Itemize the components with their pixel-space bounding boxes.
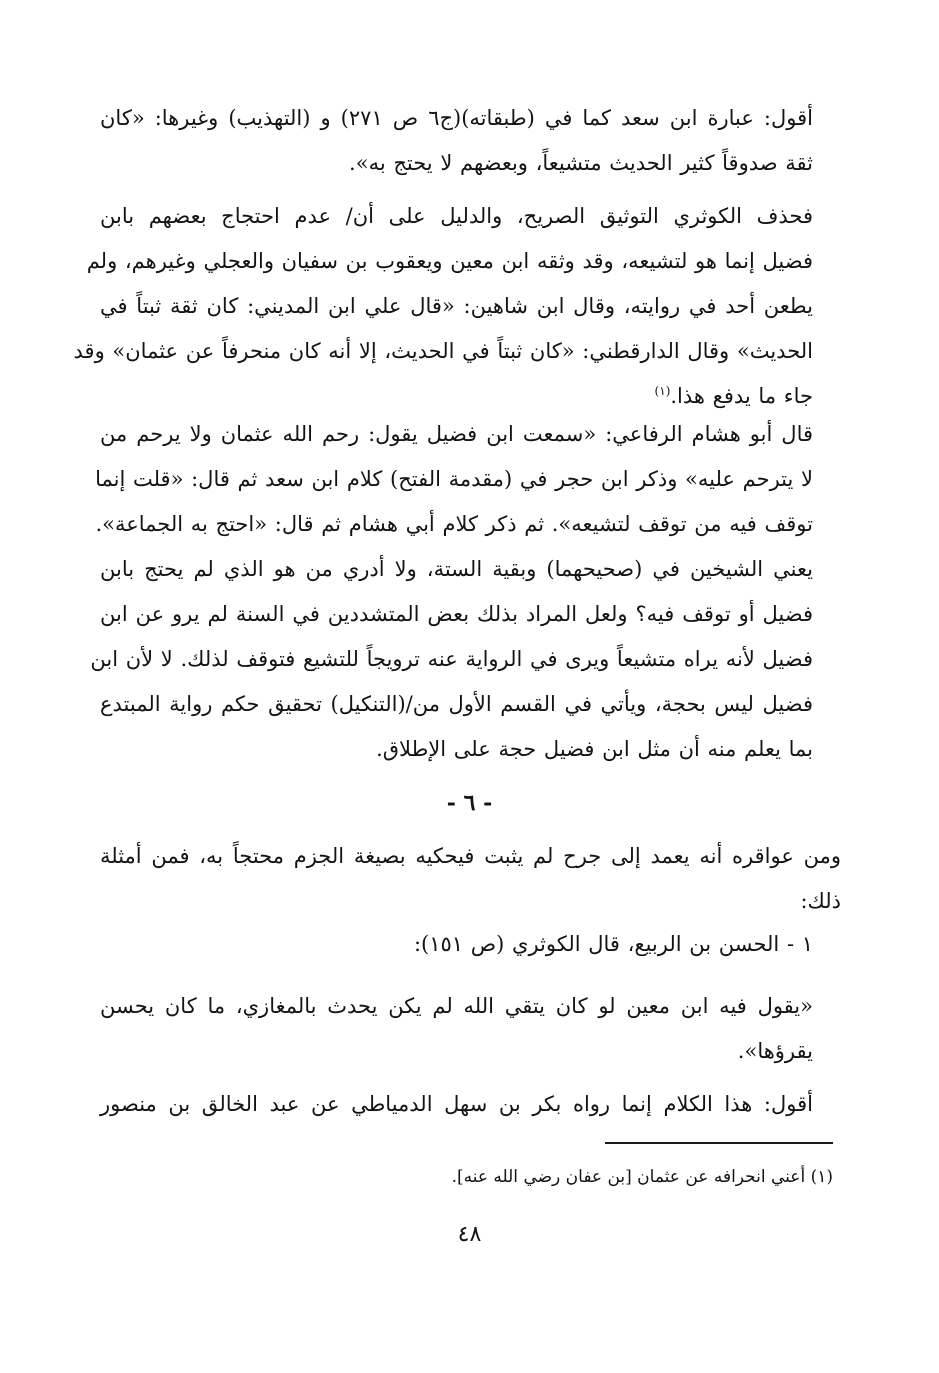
paragraph-4 [100,834,841,924]
text-line: توقف فيه من توقف لتشيعه». ثم ذكر كلام أبي هشام ثم قال: «احتج به الجماعة». [95,512,813,536]
paragraph-1 [100,96,841,186]
text-line: أقول: هذا الكلام إنما رواه بكر بن سهل الدمياطي عن عبد الخالق بن منصور [100,1092,813,1116]
paragraph-7 [100,1082,841,1127]
text-line: فضيل أو توقف فيه؟ ولعل المراد بذلك بعض المتشددين في السنة لم يرو عن ابن [100,602,813,626]
paragraph-5-list-item [100,922,841,967]
text-line: يقرؤها». [737,1039,813,1063]
text-line: يطعن أحد في روايته، وقال ابن شاهين: «قال علي ابن المديني: كان ثقة ثبتاً في [100,294,813,318]
text-line: «يقول فيه ابن معين لو كان يتقي الله لم يكن يحدث بالمغازي، ما كان يحسن [100,994,813,1018]
text-line: يعني الشيخين في (صحيحهما) وبقية الستة، ولا أدري من هو الذي لم يحتج بابن [100,557,813,581]
paragraph-6-quote [100,984,841,1074]
text-line: فضيل ليس بحجة، ويأتي في القسم الأول من/(التنكيل) تحقيق حكم رواية المبتدع [100,692,813,716]
footnote-reference: (١) [654,384,671,398]
section-marker: - ٦ - [446,790,493,816]
text-line: ثقة صدوقاً كثير الحديث متشيعاً، وبعضهم لا يحتج به». [349,151,813,175]
text-line: ومن عواقره أنه يعمد إلى جرح لم يثبت فيحكيه بصيغة الجزم محتجاً به، فمن أمثلة [100,844,841,868]
text-line: فضيل إنما هو لتشيعه، وقد وثقه ابن معين ويعقوب بن سفيان والعجلي وغيرهم، ولم [86,249,813,273]
paragraph-3 [90,412,841,772]
text-line: قال أبو هشام الرفاعي: «سمعت ابن فضيل يقول: رحم الله عثمان ولا يرحم من [100,422,814,446]
text-line: ١ - الحسن بن الربيع، قال الكوثري (ص ١٥١): [413,932,813,956]
text-line: أقول: عبارة ابن سعد كما في (طبقاته)(ج٦ ص ٢٧١) و (التهذيب) وغيرها: «كان [100,106,813,130]
footnote: (١) أعني انحرافه عن عثمان [بن عفان رضي الله عنه]. [451,1167,833,1187]
text-line: فضيل لأنه يراه متشيعاً ويرى في الرواية عنه ترويجاً للتشيع فتوقف لذلك. لا لأن ابن [90,647,813,671]
text-line: بما يعلم منه أن مثل ابن فضيل حجة على الإطلاق. [376,737,813,761]
text-line: ذلك: [800,889,841,913]
footnote-divider [605,1142,833,1144]
text-line-content: جاء ما يدفع هذا. [670,384,813,408]
text-line: الحديث» وقال الدارقطني: «كان ثبتاً في الحديث، إلا أنه كان منحرفاً عن عثمان» وقد [73,339,813,363]
text-line: فحذف الكوثري التوثيق الصريح، والدليل على أن/ عدم احتجاج بعضهم بابن [100,204,813,228]
text-line: لا يترحم عليه» وذكر ابن حجر في (مقدمة الفتح) كلام ابن سعد ثم قال: «قلت إنما [95,467,813,491]
page-number: ٤٨ [457,1222,482,1247]
paragraph-2 [73,194,841,419]
